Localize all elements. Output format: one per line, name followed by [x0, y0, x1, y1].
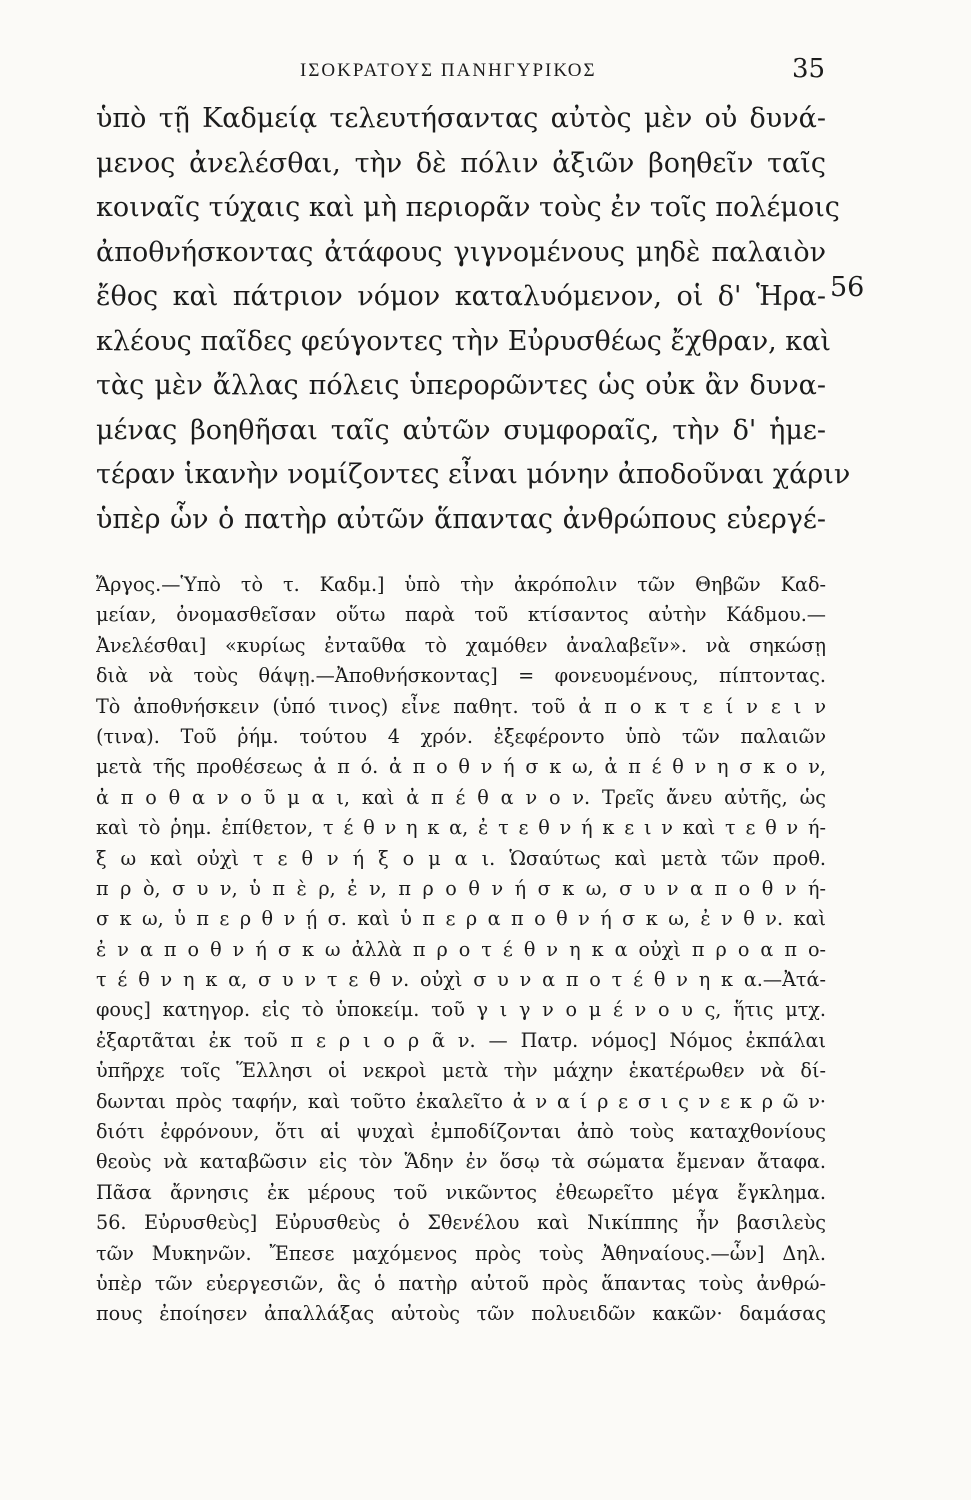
note-line: φους] κατηγορ. εἰς τὸ ὑποκείμ. τοῦ γ ι γ ν ο μ έ ν ο υ ς, ἥτις μτχ.: [96, 998, 826, 1022]
note-line: ἀ π ο θ α ν ο ῦ μ α ι, καὶ ἀ π έ θ α ν ο ν. Τρεῖς ἄνευ αὐτῆς, ὡς: [96, 785, 826, 809]
note-line: μετὰ τῆς προθέσεως ἀ π ό. ἀ π ο θ ν ή σ κ ω, ἀ π έ θ ν η σ κ ο ν,: [96, 755, 826, 779]
note-line: π ρ ὸ, σ υ ν, ὑ π ὲ ρ, ἐ ν, π ρ ο θ ν ή σ κ ω, σ υ ν α π ο θ ν ή-: [96, 876, 826, 900]
commentary-notes: [96, 570, 826, 1330]
main-text-line: τὰς μὲν ἄλλας πόλεις ὑπερορῶντες ὡς οὐκ ἂν δυνα-: [96, 370, 826, 401]
note-line: δωνται πρὸς ταφήν, καὶ τοῦτο ἐκαλεῖτο ἀ ν α ί ρ ε σ ι ς ν ε κ ρ ῶ ν·: [96, 1089, 826, 1113]
note-line: τῶν Μυκηνῶν. Ἔπεσε μαχόμενος πρὸς τοὺς Ἀθηναίους.—ὧν] Δηλ.: [96, 1241, 826, 1265]
main-text-line: ἔθος καὶ πάτριον νόμον καταλυόμενον, οἱ δ' Ἡρα-: [96, 281, 826, 312]
running-title: ΙΣΟΚΡΑΤΟΥΣ ΠΑΝΗΓΥΡΙΚΟΣ: [300, 60, 597, 81]
note-line: (τινα). Τοῦ ῥήμ. τούτου 4 χρόν. ἐξεφέροντο ὑπὸ τῶν παλαιῶν: [96, 724, 826, 748]
note-line: ξ ω καὶ οὐχὶ τ ε θ ν ή ξ ο μ α ι. Ὡσαύτως καὶ μετὰ τῶν προθ.: [96, 846, 826, 870]
main-text-line: ὑπὲρ ὧν ὁ πατὴρ αὐτῶν ἅπαντας ἀνθρώπους εὐεργέ-: [96, 503, 826, 535]
main-text-line: ἀποθνήσκοντας ἀτάφους γιγνομένους μηδὲ παλαιὸν: [96, 236, 826, 268]
section-margin-number: 56: [830, 272, 865, 303]
note-line: ἐ ν α π ο θ ν ή σ κ ω ἀλλὰ π ρ ο τ έ θ ν η κ α οὐχὶ π ρ ο α π ο-: [96, 937, 826, 961]
note-line: 56. Εὐρυσθεὺς] Εὐρυσθεὺς ὁ Σθενέλου καὶ Νικίππης ἦν βασιλεὺς: [96, 1211, 826, 1235]
note-line: διὰ νὰ τοὺς θάψῃ.—Ἀποθνήσκοντας] = φονευομένους, πίπτοντας.: [96, 664, 826, 688]
main-text-line: μενος ἀνελέσθαι, τὴν δὲ πόλιν ἀξιῶν βοηθεῖν ταῖς: [96, 147, 826, 179]
note-line: ὑπὲρ τῶν εὐεργεσιῶν, ἃς ὁ πατὴρ αὐτοῦ πρὸς ἅπαντας τοὺς ἀνθρώ-: [96, 1271, 826, 1295]
note-line: ὑπῆρχε τοῖς Ἕλλησι οἱ νεκροὶ μετὰ τὴν μάχην ἑκατέρωθεν νὰ δί-: [96, 1059, 826, 1083]
note-line: μείαν, ὀνομασθεῖσαν οὕτω παρὰ τοῦ κτίσαντος αὐτὴν Κάδμου.—: [96, 603, 826, 627]
note-line: ἐξαρτᾶται ἐκ τοῦ π ε ρ ι ο ρ ᾶ ν. — Πατρ. νόμος] Νόμος ἐκπάλαι: [96, 1028, 826, 1052]
note-line: τ έ θ ν η κ α, σ υ ν τ ε θ ν. οὐχὶ σ υ ν α π ο τ έ θ ν η κ α.—Ἀτά-: [96, 968, 826, 992]
main-text-line: κοιναῖς τύχαις καὶ μὴ περιορᾶν τοὺς ἐν τοῖς πολέμοις: [96, 192, 840, 223]
running-head: [0, 54, 971, 88]
note-line: διότι ἐφρόνουν, ὅτι αἱ ψυχαὶ ἐμποδίζονται ἀπὸ τοὺς καταχθονίους: [96, 1120, 826, 1144]
page-number: 35: [792, 54, 826, 84]
note-line: Ἀνελέσθαι] «κυρίως ἐνταῦθα τὸ χαμόθεν ἀναλαβεῖν». νὰ σηκώσῃ: [96, 633, 826, 657]
note-line: καὶ τὸ ῥημ. ἐπίθετον, τ έ θ ν η κ α, ἐ τ ε θ ν ή κ ε ι ν καὶ τ ε θ ν ή-: [96, 816, 826, 840]
note-line: Πᾶσα ἄρνησις ἐκ μέρους τοῦ νικῶντος ἐθεωρεῖτο μέγα ἔγκλημα.: [96, 1180, 826, 1204]
note-line: Ἄργος.—Ὑπὸ τὸ τ. Καδμ.] ὑπὸ τὴν ἀκρόπολιν τῶν Θηβῶν Καδ-: [96, 573, 826, 596]
note-line: σ κ ω, ὑ π ε ρ θ ν ῄ σ. καὶ ὑ π ε ρ α π ο θ ν ή σ κ ω, ἐ ν θ ν. καὶ: [96, 907, 826, 931]
note-line: πους ἐποίησεν ἀπαλλάξας αὐτοὺς τῶν πολυειδῶν κακῶν· δαμάσας: [96, 1302, 826, 1326]
note-line: θεοὺς νὰ καταβῶσιν εἰς τὸν Ἅδην ἐν ὅσῳ τὰ σώματα ἔμεναν ἄταφα.: [96, 1150, 826, 1174]
main-text-line: μένας βοηθῆσαι ταῖς αὐτῶν συμφοραῖς, τὴν δ' ἡμε-: [96, 414, 826, 446]
main-text-line: ὑπὸ τῇ Καδμείᾳ τελευτήσαντας αὐτὸς μὲν οὐ δυνά-: [96, 103, 826, 134]
main-text-line: κλέους παῖδες φεύγοντες τὴν Εὐρυσθέως ἔχθραν, καὶ: [96, 325, 831, 357]
main-text-line: τέραν ἱκανὴν νομίζοντες εἶναι μόνην ἀποδοῦναι χάριν: [96, 459, 851, 490]
note-line: Τὸ ἀποθνήσκειν (ὑπό τινος) εἶνε παθητ. τοῦ ἀ π ο κ τ ε ί ν ε ι ν: [96, 694, 826, 718]
